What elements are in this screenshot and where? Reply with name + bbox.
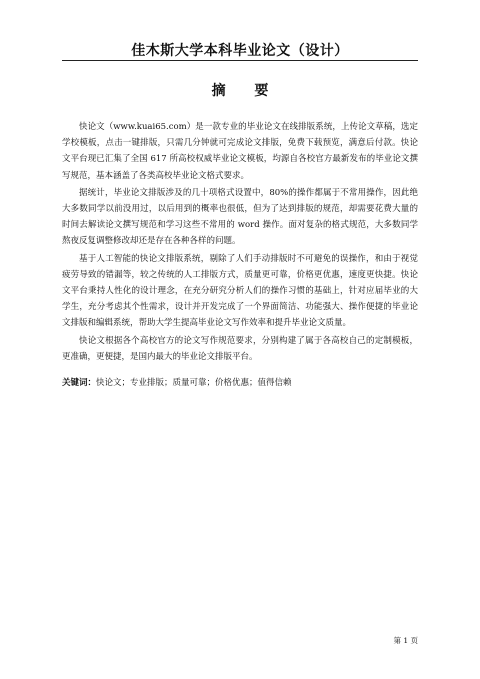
running-header-title: 佳木斯大学本科毕业论文（设计） (131, 43, 349, 59)
abstract-paragraph: 基于人工智能的快论文排版系统，剔除了人们手动排版时不可避免的误操作，和由于视觉疲劳导致的错漏等，较之传统的人工排版方式，质量更可靠，价格更优惠，速度更快捷。快论文平台秉持人性化的设计理念，在充分研究分析人们的操作习惯的基础上，针对应届毕业的大学生，充分考虑其个性需求，设计并开发完成了一个界面简洁、功能强大、操作便捷的毕业论文排版和编辑系统，帮助大学生提高毕业论文写作效率和提升毕业论文质量。 (62, 253, 418, 329)
keywords-list: 快论文；专业排版；质量可靠；价格优惠；值得信赖 (96, 378, 292, 389)
keywords-label: 关键词： (62, 378, 97, 389)
header-divider (62, 60, 418, 61)
abstract-paragraph: 快论文（www.kuai65.com）是一款专业的毕业论文在线排版系统，上传论文草稿，选定学校模板，点击一键排版，只需几分钟就可完成论文排版，免费下载预览，满意后付款。快论文平台现已汇集了全国 617 所高校权威毕业论文模板，均源自各校官方最新发布的毕业论文撰写规范，基本涵盖了各类高校毕业论文格式要求。 (62, 122, 418, 181)
abstract-paragraph: 快论文根据各个高校官方的论文写作规范要求，分别构建了属于各高校自己的定制模板，更准确，更便捷，是国内最大的毕业论文排版平台。 (62, 335, 418, 362)
abstract-heading: 摘 要 (211, 83, 281, 99)
abstract-paragraph: 据统计，毕业论文排版涉及的几十项格式设置中，80%的操作都属于不常用操作，因此绝大多数同学以前没用过，以后用到的概率也很低，但为了达到排版的规范，却需要花费大量的时间去解读论文撰写规范和学习这些不常用的 word 操作。面对复杂的格式规范，大多数同学熬夜反复调整修改却还是存在各种各样的问题。 (62, 187, 418, 247)
keywords-line (62, 375, 418, 391)
page-number: 第 1 页 (393, 636, 418, 645)
abstract-body (62, 119, 418, 391)
